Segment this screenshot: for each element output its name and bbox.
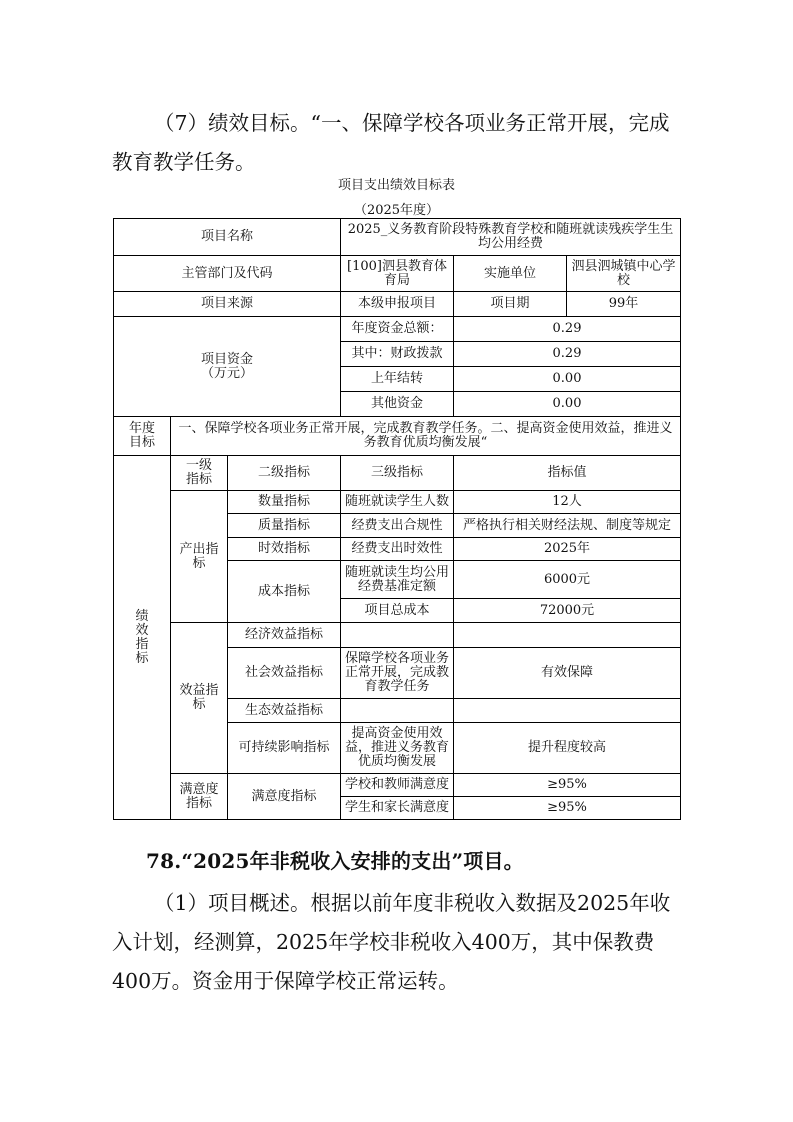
table-row — [114, 623, 681, 648]
level2-cell: 质量指标 — [228, 514, 341, 538]
level3-cell: 保障学校各项业务正常开展，完成教育教学任务 — [341, 648, 454, 699]
value-cell: ≥95% — [454, 774, 681, 797]
header-level2: 二级指标 — [228, 456, 341, 491]
table-row — [114, 292, 681, 317]
level3-cell: 随班就读生均公用经费基准定额 — [341, 561, 454, 599]
cost-indicator-label: 成本指标 — [228, 561, 341, 623]
level2-cell: 时效指标 — [228, 538, 341, 561]
output-indicator-label: 产出指 标 — [171, 491, 228, 623]
funds-item-value: 0.00 — [454, 392, 681, 417]
value-cell: 2025年 — [454, 538, 681, 561]
dept-value: [100]泗县教育体育局 — [341, 256, 454, 292]
header-value: 指标值 — [454, 456, 681, 491]
level3-cell: 经费支出时效性 — [341, 538, 454, 561]
project-name-value: 2025_义务教育阶段特殊教育学校和随班就读残疾学生生均公用经费 — [341, 219, 681, 256]
level3-cell: 随班就读学生人数 — [341, 491, 454, 514]
perf-indicator-label: 绩 效 指 标 — [114, 456, 171, 820]
impl-label: 实施单位 — [454, 256, 567, 292]
value-cell: 提升程度较高 — [454, 723, 681, 774]
value-cell — [454, 699, 681, 723]
level3-cell: 学生和家长满意度 — [341, 797, 454, 820]
funds-item-label: 其中：财政拨款 — [341, 342, 454, 367]
intro-paragraph: （7）绩效目标。“一、保障学校各项业务正常开展，完成教育教学任务。 — [112, 111, 670, 174]
period-value: 99年 — [567, 292, 681, 317]
value-cell: ≥95% — [454, 797, 681, 820]
header-level1: 一级 指标 — [171, 456, 228, 491]
funds-item-value: 0.00 — [454, 367, 681, 392]
value-cell: 72000元 — [454, 599, 681, 623]
level3-cell — [341, 623, 454, 648]
level3-cell: 项目总成本 — [341, 599, 454, 623]
level2-cell: 满意度指标 — [228, 774, 341, 820]
table-row — [114, 256, 681, 292]
level2-cell: 生态效益指标 — [228, 699, 341, 723]
annual-goal-label: 年度 目标 — [114, 417, 171, 456]
level2-cell: 数量指标 — [228, 491, 341, 514]
level2-cell: 社会效益指标 — [228, 648, 341, 699]
benefit-indicator-label: 效益指 标 — [171, 623, 228, 774]
funds-item-label: 上年结转 — [341, 367, 454, 392]
funds-item-value: 0.29 — [454, 317, 681, 342]
table-row — [114, 417, 681, 456]
source-label: 项目来源 — [114, 292, 341, 317]
dept-label: 主管部门及代码 — [114, 256, 341, 292]
performance-goal-table — [113, 218, 681, 820]
level3-cell: 提高资金使用效益，推进义务教育优质均衡发展 — [341, 723, 454, 774]
value-cell: 12人 — [454, 491, 681, 514]
project-name-label: 项目名称 — [114, 219, 341, 256]
table-caption: 项目支出绩效目标表 — [337, 178, 455, 193]
table-row — [114, 491, 681, 514]
period-label: 项目期 — [454, 292, 567, 317]
project-overview-paragraph: （1）项目概述。根据以前年度非税收入数据及2025年收入计划，经测算，2025年学校非税收入400万，其中保教费400万。资金用于保障学校正常运转。 — [112, 891, 671, 993]
value-cell: 有效保障 — [454, 648, 681, 699]
annual-goal-text: 一、保障学校各项业务正常开展，完成教育教学任务。二、提高资金使用效益，推进义务教育优质均衡发展“ — [171, 417, 681, 456]
level2-cell: 经济效益指标 — [228, 623, 341, 648]
level3-cell: 学校和教师满意度 — [341, 774, 454, 797]
level3-cell: 经费支出合规性 — [341, 514, 454, 538]
header-level3: 三级指标 — [341, 456, 454, 491]
satisfaction-indicator-label: 满意度 指标 — [171, 774, 228, 820]
level3-cell — [341, 699, 454, 723]
funds-label: 项目资金 （万元） — [114, 317, 341, 417]
value-cell: 6000元 — [454, 561, 681, 599]
value-cell: 严格执行相关财经法规、制度等规定 — [454, 514, 681, 538]
table-row — [114, 219, 681, 256]
table-row — [114, 317, 681, 342]
level2-cell: 可持续影响指标 — [228, 723, 341, 774]
funds-item-label: 年度资金总额： — [341, 317, 454, 342]
value-cell — [454, 623, 681, 648]
section-heading-78: 78.“2025年非税收入安排的支出”项目。 — [146, 849, 524, 873]
table-year: （2025年度） — [353, 203, 440, 218]
funds-item-label: 其他资金 — [341, 392, 454, 417]
source-value: 本级申报项目 — [341, 292, 454, 317]
impl-value: 泗县泗城镇中心学校 — [567, 256, 681, 292]
table-row — [114, 774, 681, 797]
table-row — [114, 456, 681, 491]
funds-item-value: 0.29 — [454, 342, 681, 367]
